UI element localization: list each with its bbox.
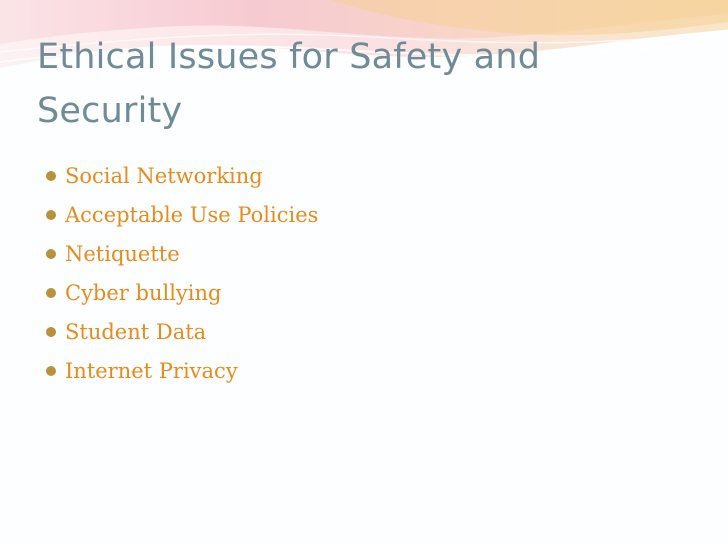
bullet-text: Netiquette bbox=[65, 241, 180, 266]
bullet-text: Student Data bbox=[65, 319, 207, 344]
bullet-text: Social Networking bbox=[65, 163, 263, 188]
bullet-text: Acceptable Use Policies bbox=[65, 202, 319, 227]
bullet-text: Internet Privacy bbox=[65, 358, 238, 383]
bullet-item-internet-privacy bbox=[46, 351, 318, 390]
bullet-item-student-data bbox=[46, 312, 318, 351]
bullet-item-cyber-bullying bbox=[46, 273, 318, 312]
bullet-dot-icon bbox=[46, 288, 56, 298]
bullet-dot-icon bbox=[46, 366, 56, 376]
bullet-text: Cyber bullying bbox=[65, 280, 222, 305]
bullet-dot-icon bbox=[46, 171, 56, 181]
bullet-list bbox=[46, 156, 318, 390]
bullet-item-acceptable-use-policies bbox=[46, 195, 318, 234]
bullet-dot-icon bbox=[46, 327, 56, 337]
bullet-item-social-networking bbox=[46, 156, 318, 195]
bullet-dot-icon bbox=[46, 249, 56, 259]
bullet-dot-icon bbox=[46, 210, 56, 220]
bullet-item-netiquette bbox=[46, 234, 318, 273]
slide-title: Ethical Issues for Safety and Security bbox=[37, 37, 541, 131]
